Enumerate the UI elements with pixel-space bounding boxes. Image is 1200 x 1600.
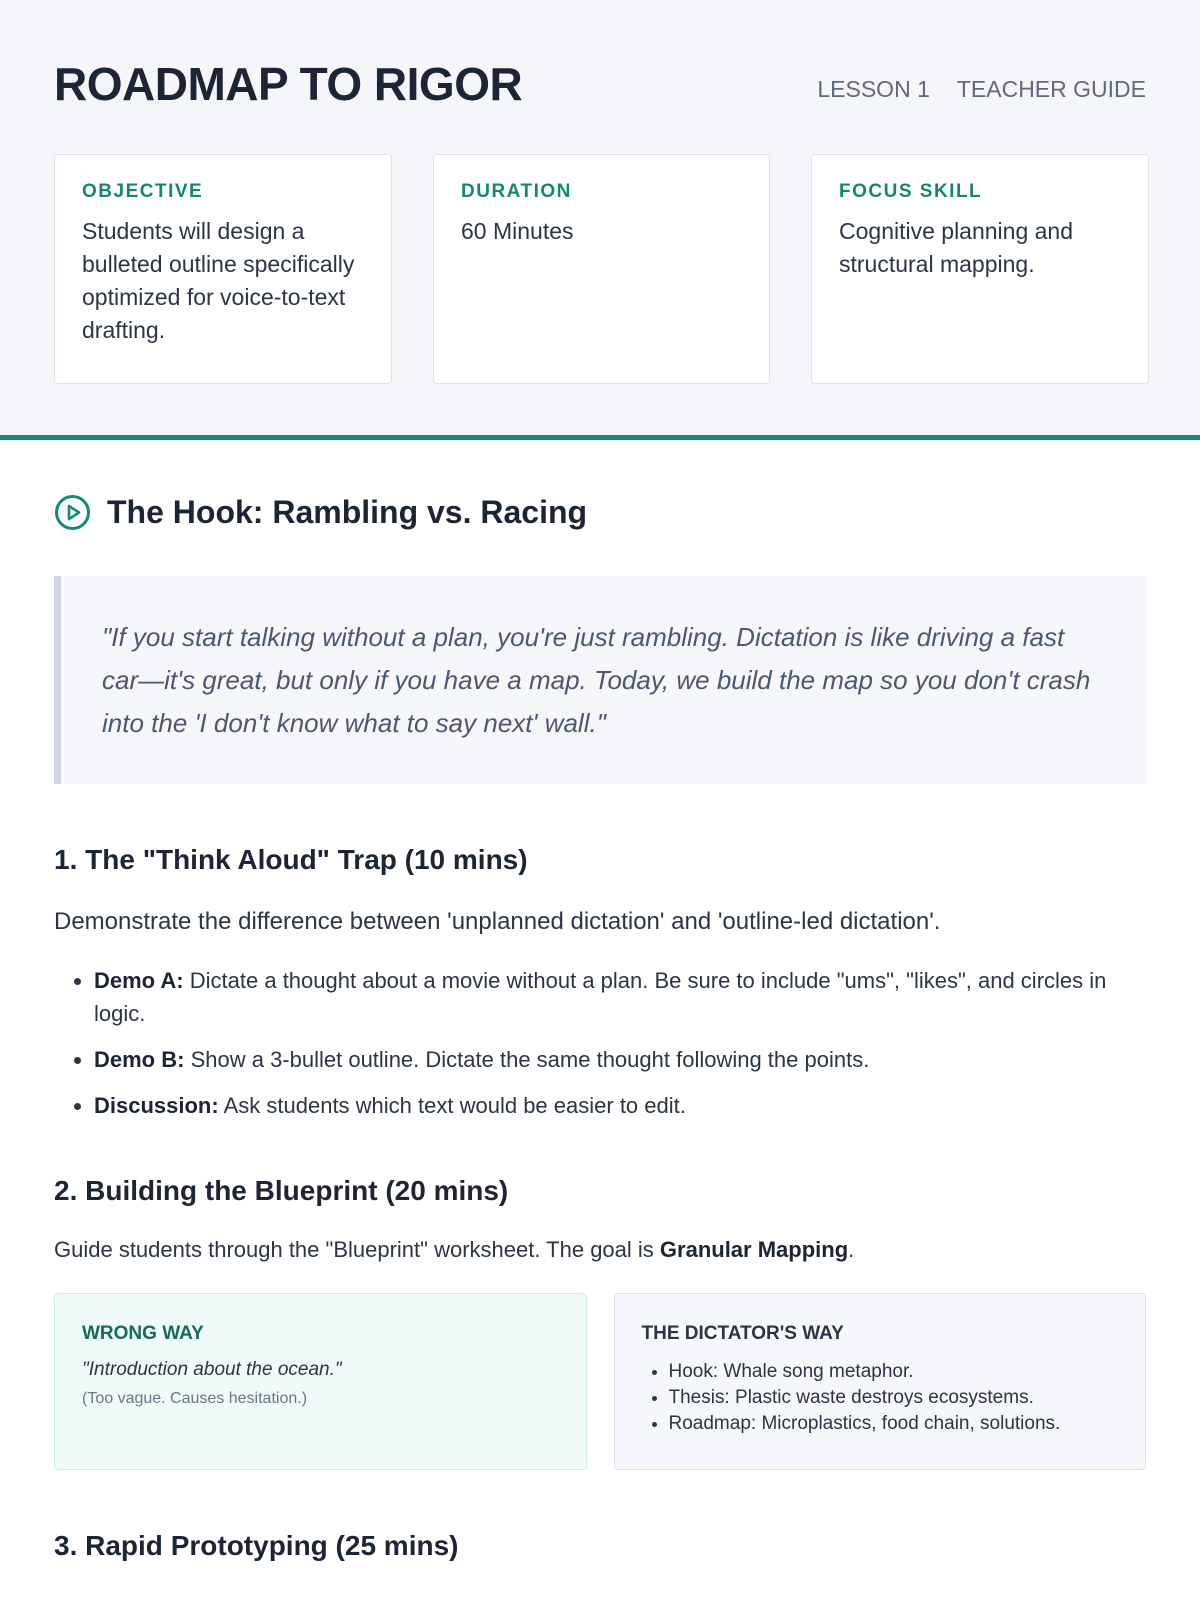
section-2-intro-bold: Granular Mapping [659,1237,849,1262]
objective-label: OBJECTIVE [82,181,204,202]
bullet-label: Demo B: [94,1047,185,1072]
lesson-number: LESSON 1 [817,75,930,102]
page-title: ROADMAP TO RIGOR [54,58,523,110]
title-row [54,0,1146,114]
bullet-text: Ask students which text would be easier to edit. [223,1093,686,1118]
bullet-text: Dictate a thought about a movie without a plan. Be sure to include "ums", "likes", and circles in logic. [94,968,1107,1026]
hook-heading [54,494,1146,531]
list-item: • Hook: Whale song metaphor. [669,1359,1119,1385]
section-1-bullets [54,964,1146,1122]
wrong-way-box [54,1293,587,1470]
section-1-intro: Demonstrate the difference between 'unplanned dictation' and 'outline-led dictation'. [54,908,941,935]
section-2-intro-text: Guide students through the "Blueprint" worksheet. The goal is [54,1237,660,1262]
bullet-label: Discussion: [94,1093,219,1118]
dictators-way-label: THE DICTATOR'S WAY [641,1323,844,1344]
focus-skill-label: FOCUS SKILL [839,181,983,202]
list-item: • Roadmap: Microplastics, food chain, solutions. [669,1411,1119,1437]
focus-skill-text: Cognitive planning and structural mapping. [839,218,1074,277]
hook-quote [54,576,1146,784]
hook-title: The Hook: Rambling vs. Racing [107,494,588,530]
guide-label: TEACHER GUIDE [956,75,1146,102]
bullet-text: Show a 3-bullet outline. Dictate the same thought following the points. [190,1047,870,1072]
objective-card [54,154,392,384]
bullet-label: Demo A: [94,968,184,993]
section-3-title: 3. Rapid Prototyping (25 mins) [54,1530,459,1561]
section-1-title: 1. The "Think Aloud" Trap (10 mins) [54,844,528,875]
wrong-way-label: WRONG WAY [82,1323,204,1344]
info-cards [54,154,1146,384]
comparison-boxes [54,1293,1146,1470]
focus-skill-card [811,154,1149,384]
list-item [94,964,1146,1030]
dictators-way-box [614,1293,1147,1470]
objective-text: Students will design a bulleted outline specifically optimized for voice-to-text drafting. [82,218,355,343]
list-item [94,1089,1146,1122]
dictators-way-list [642,1359,1119,1437]
wrong-way-note: (Too vague. Causes hesitation.) [82,1390,308,1407]
play-circle-icon [54,494,91,531]
duration-card [433,154,770,384]
section-2-intro-end: . [848,1237,855,1262]
section-2-intro [54,1237,1146,1263]
duration-label: DURATION [461,181,572,202]
duration-text: 60 Minutes [461,218,574,244]
hook-quote-text: "If you start talking without a plan, you're just rambling. Dictation is like driving a fast car—it's great, but only if you have a map. Today, we build the map so you don't crash into the 'I don't know what to say next' wall." [102,622,1091,738]
lesson-content [0,494,1200,1562]
lesson-meta [817,66,1146,103]
lesson-header [0,0,1200,440]
section-2-title: 2. Building the Blueprint (20 mins) [54,1175,509,1206]
list-item [94,1043,1146,1076]
list-item: • Thesis: Plastic waste destroys ecosystems. [669,1385,1119,1411]
wrong-way-quote: "Introduction about the ocean." [82,1359,342,1380]
